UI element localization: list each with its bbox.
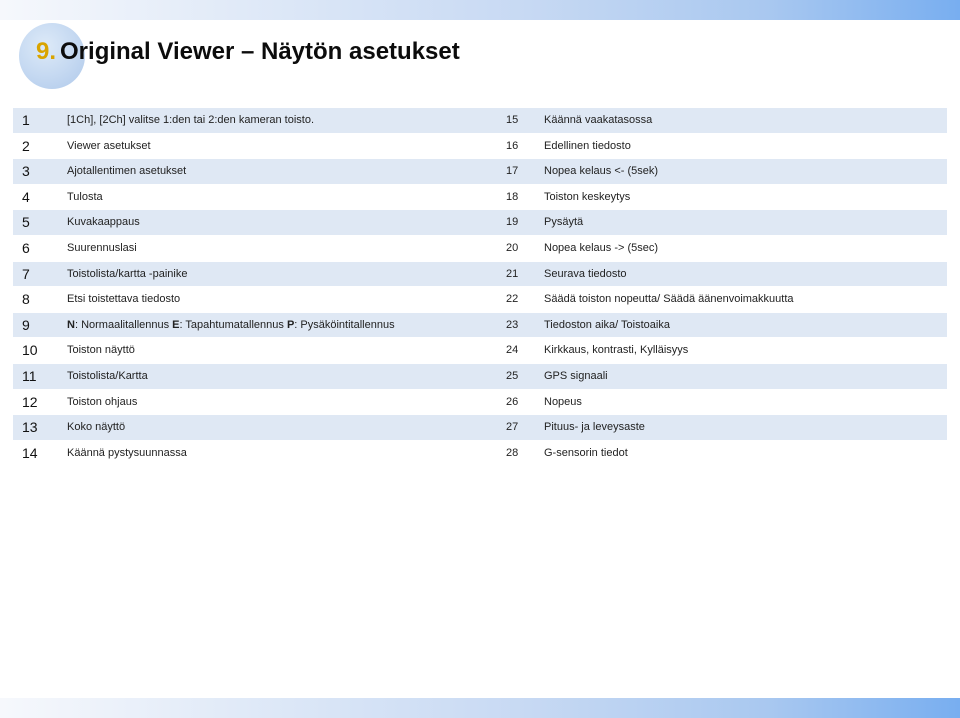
item-number: 25 [506,369,519,382]
item-number: 4 [22,188,30,205]
mode-key: E [172,318,180,331]
item-description: Toiston ohjaus [67,395,138,408]
item-description: Etsi toistettava tiedosto [67,293,181,306]
item-description: Toiston näyttö [67,344,135,357]
item-number: 2 [22,137,30,154]
item-description: GPS signaali [544,369,608,382]
table-row [13,415,947,441]
table-row [13,210,947,236]
mode-label: : Tapahtumatallennus [179,318,287,331]
item-number: 17 [506,165,519,178]
item-number: 12 [22,393,38,410]
item-description: Edellinen tiedosto [544,139,631,152]
item-description [67,313,487,339]
table-row [13,134,947,160]
item-number: 22 [506,293,519,306]
item-description: Tulosta [67,190,103,203]
table-row [13,185,947,211]
item-number: 20 [506,241,519,254]
item-description: Ajotallentimen asetukset [67,165,187,178]
item-description: Kuvakaappaus [67,216,140,229]
item-description: G-sensorin tiedot [544,446,628,459]
mode-key: P [286,318,295,331]
item-number: 21 [506,267,519,280]
table-row [13,262,947,288]
item-description: Kirkkaus, kontrasti, Kylläisyys [544,344,689,357]
item-number: 14 [22,444,38,461]
item-description: Toistolista/Kartta [67,369,148,382]
bottom-decorative-band [0,698,960,718]
item-number: 16 [506,139,519,152]
mode-label: : Pysäköintitallennus [294,318,395,331]
mode-label: : Normaalitallennus [74,318,173,331]
item-description: Nopeus [544,395,582,408]
item-description: Nopea kelaus -> (5sec) [544,241,659,254]
table-row [13,159,947,185]
table-row [13,287,947,313]
item-description: Pituus- ja leveysaste [544,421,645,434]
item-description: Seurava tiedosto [544,267,627,280]
item-description: Käännä pystysuunnassa [67,446,187,459]
item-description: Pysäytä [544,216,584,229]
item-number: 28 [506,446,519,459]
top-decorative-band [0,0,960,20]
item-description: Säädä toiston nopeutta/ Säädä äänenvoimakkuutta [544,293,794,306]
item-description: [1Ch], [2Ch] valitse 1:den tai 2:den kameran toisto. [67,114,315,126]
item-number: 5 [22,214,30,231]
title-text: Original Viewer – Näytön asetukset [60,38,460,65]
table-row [13,338,947,364]
item-number: 15 [506,114,519,126]
table-row [13,313,947,339]
title-number: 9. [36,38,57,65]
item-number: 10 [22,342,38,359]
mode-key: N [67,318,75,331]
item-number: 27 [506,421,519,434]
table-row [13,236,947,262]
table-row [13,108,947,134]
item-number: 18 [506,190,519,203]
item-number: 6 [22,239,30,256]
item-number: 8 [22,291,30,308]
settings-table [13,108,947,466]
item-number: 19 [506,216,519,229]
item-description: Toistolista/kartta -painike [67,267,188,280]
item-number: 9 [22,316,30,333]
table-row [13,390,947,416]
item-description: Tiedoston aika/ Toistoaika [544,318,670,331]
item-number: 24 [506,344,519,357]
item-description: Suurennuslasi [67,241,137,254]
item-number: 13 [22,419,38,436]
item-number: 23 [506,318,519,331]
page-title [36,36,460,68]
item-number: 1 [22,112,30,128]
item-description: Nopea kelaus <- (5sek) [544,165,659,178]
item-number: 3 [22,163,30,180]
item-description: Koko näyttö [67,421,126,434]
item-number: 26 [506,395,519,408]
table-row [13,441,947,467]
item-description: Viewer asetukset [67,139,151,152]
item-description: Käännä vaakatasossa [544,114,653,126]
item-description: Toiston keskeytys [544,190,631,203]
item-number: 7 [22,265,30,282]
item-number: 11 [22,367,37,384]
table-row [13,364,947,390]
